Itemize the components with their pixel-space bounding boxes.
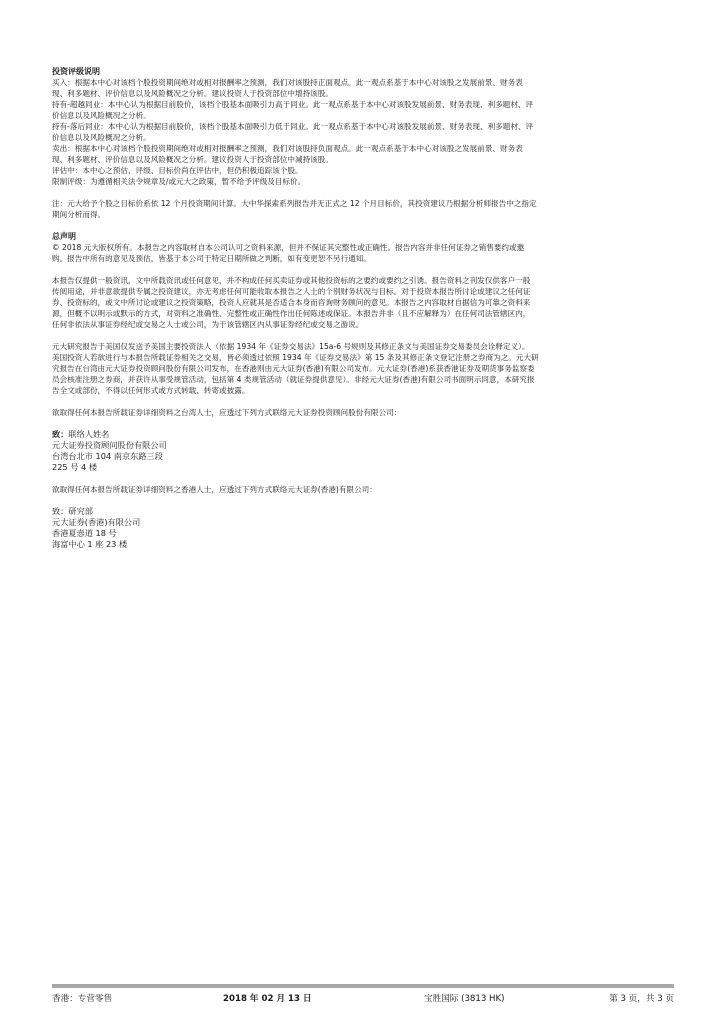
target-price-note: 注：元大给予个股之目标价系依 12 个月投资期间计算。大中华探索系列报告并无正式之 12 个月目标价，其投资建议乃根据分析师报告中之指定 xyxy=(52,199,537,208)
rating-section xyxy=(52,66,674,220)
hongkong-address xyxy=(52,506,674,550)
disclaimer-line: 购。报告中所有的意见及预估，皆基于本公司于特定日期所做之判断，如有变更恕不另行通知。 xyxy=(52,254,371,263)
rating-line: 现、利多题材、评价信息以及风险概况之分析。建议投资人于投资部位中减持该股。 xyxy=(52,155,333,164)
rating-line: 限制评级：为遵循相关法令规章及/或元大之政策，暂不给予评级及目标价。 xyxy=(52,177,306,186)
rating-line: 评估中：本中心之预估、评级、目标价尚在评估中，但仍积极追踪该个股。 xyxy=(52,166,303,175)
taiwan-contact-to xyxy=(52,429,674,440)
address-line: 香港夏悫道 18 号 xyxy=(52,528,117,538)
disclaimer-section xyxy=(52,231,674,396)
rating-line: 现、利多题材、评价信息以及风险概况之分析。建议投资人于投资部位中增持该股。 xyxy=(52,89,333,98)
rating-line: 持有-超越同业：本中心认为根据目前股价，该档个股基本面吸引力高于同业。此一观点系基于本中心对该股发展前景、财务表现、利多题材、评 xyxy=(52,100,534,109)
footer-market: 香港：专营零售 xyxy=(52,994,113,1004)
disclaimer-line: 告全文或部份，不得以任何形式或方式转载、转寄或披露。 xyxy=(52,386,250,395)
footer-date: 2018 年 02 月 13 日 xyxy=(223,994,312,1004)
disclaimer-line: 元大研究报告于美国仅发送予美国主要投资法人（依据 1934 年《证券交易法》15a-6 号规则及其修正条文与美国证券交易委员会诠释定义）。 xyxy=(52,342,530,351)
contact-person: 联络人姓名 xyxy=(68,429,110,439)
target-price-note: 期间分析而得。 xyxy=(52,210,106,219)
rating-line: 价信息以及风险概况之分析。 xyxy=(52,133,151,142)
address-line: 元大证券投资顾问股份有限公司 xyxy=(52,440,167,450)
to-label: 致： xyxy=(52,429,69,439)
rating-line: 买入：根据本中心对该档个股投资期间绝对或相对报酬率之预测，我们对该股持正面观点。此一观点系基于本中心对该股之发展前景、财务表 xyxy=(52,78,523,87)
rating-line: 卖出：根据本中心对该档个股投资期间绝对或相对报酬率之预测，我们对该股持负面观点。此一观点系基于本中心对该股之发展前景、财务表 xyxy=(52,144,523,153)
address-line: 225 号 4 楼 xyxy=(52,462,98,472)
hongkong-contact xyxy=(52,484,674,550)
footer-page-number: 第 3 页，共 3 页 xyxy=(609,994,674,1004)
taiwan-address xyxy=(52,429,674,473)
document-body xyxy=(52,66,674,550)
address-line: 致：研究部 xyxy=(52,506,93,516)
rating-line: 价信息以及风险概况之分析。 xyxy=(52,111,151,120)
disclaimer-line: 究报告在台湾由元大证券投资顾问股份有限公司发布，在香港则由元大证券(香港)有限公司发布。元大证券(香港)系获香港证券及期货事务监察委 xyxy=(52,364,535,373)
disclaimer-line: 传阅用途，并非意欲提供专属之投资建议，亦无考虑任何可能收取本报告之人士的个别财务状况与目标。对于投资本报告所讨论或建议之任何证 xyxy=(52,287,531,296)
disclaimer-line: 员会核准注册之券商，并获许从事受规管活动，包括第 4 类规管活动（就证券提供意见）。非经元大证券(香港)有限公司书面明示同意，本研究报 xyxy=(52,375,535,384)
disclaimer-line: 任何非依法从事证券经纪或交易之人士或公司，为于该管辖区内从事证券经纪或交易之游说。 xyxy=(52,320,364,329)
address-line: 元大证券(香港)有限公司 xyxy=(52,517,141,527)
disclaimer-line: 美国投资人若欲进行与本报告所载证券相关之交易，皆必须透过依照 1934 年《证券交易法》第 15 条及其修正条文登记注册之券商为之。元大研 xyxy=(52,353,539,362)
disclaimer-line: 源，但概不以明示或默示的方式，对资料之准确性、完整性或正确性作出任何陈述或保证。本报告并非（且不应解释为）在任何司法管辖区内， xyxy=(52,309,531,318)
disclaimer-line: 券、投资标的，或文中所讨论或建议之投资策略，投资人应就其是否适合本身而咨询财务顾问的意见。本报告之内容取材自据信为可靠之资料来 xyxy=(52,298,531,307)
taiwan-contact xyxy=(52,407,674,473)
disclaimer-line: 本报告仅提供一般资讯，文中所载资讯或任何意见，并不构成任何买卖证券或其他投资标的之要约或要约之引诱。报告资料之刊发仅供客户一般 xyxy=(52,276,531,285)
taiwan-contact-intro: 欲取得任何本报告所载证券详细资料之台湾人士，应透过下列方式联络元大证券投资顾问股份有限公司： xyxy=(52,408,402,417)
address-line: 台湾台北市 104 南京东路三段 xyxy=(52,451,163,461)
rating-line: 持有-落后同业：本中心认为根据目前股价，该档个股基本面吸引力低于同业。此一观点系基于本中心对该股发展前景、财务表现、利多题材、评 xyxy=(52,122,534,131)
disclaimer-section-title: 总声明 xyxy=(52,232,76,241)
disclaimer-line: © 2018 元大版权所有。本报告之内容取材自本公司认可之资料来源，但并不保证其完整性或正确性。报告内容并非任何证券之销售要约或邀 xyxy=(52,243,525,252)
address-line: 海富中心 1 座 23 楼 xyxy=(52,539,128,549)
footer-divider xyxy=(52,984,674,988)
hongkong-contact-intro: 欲取得任何本报告所载证券详细资料之香港人士，应透过下列方式联络元大证券(香港)有限公司： xyxy=(52,485,377,494)
footer-stock-name: 宝胜国际 (3813 HK) xyxy=(424,994,505,1004)
page-footer xyxy=(52,992,674,1006)
rating-section-title: 投资评级说明 xyxy=(52,67,100,76)
